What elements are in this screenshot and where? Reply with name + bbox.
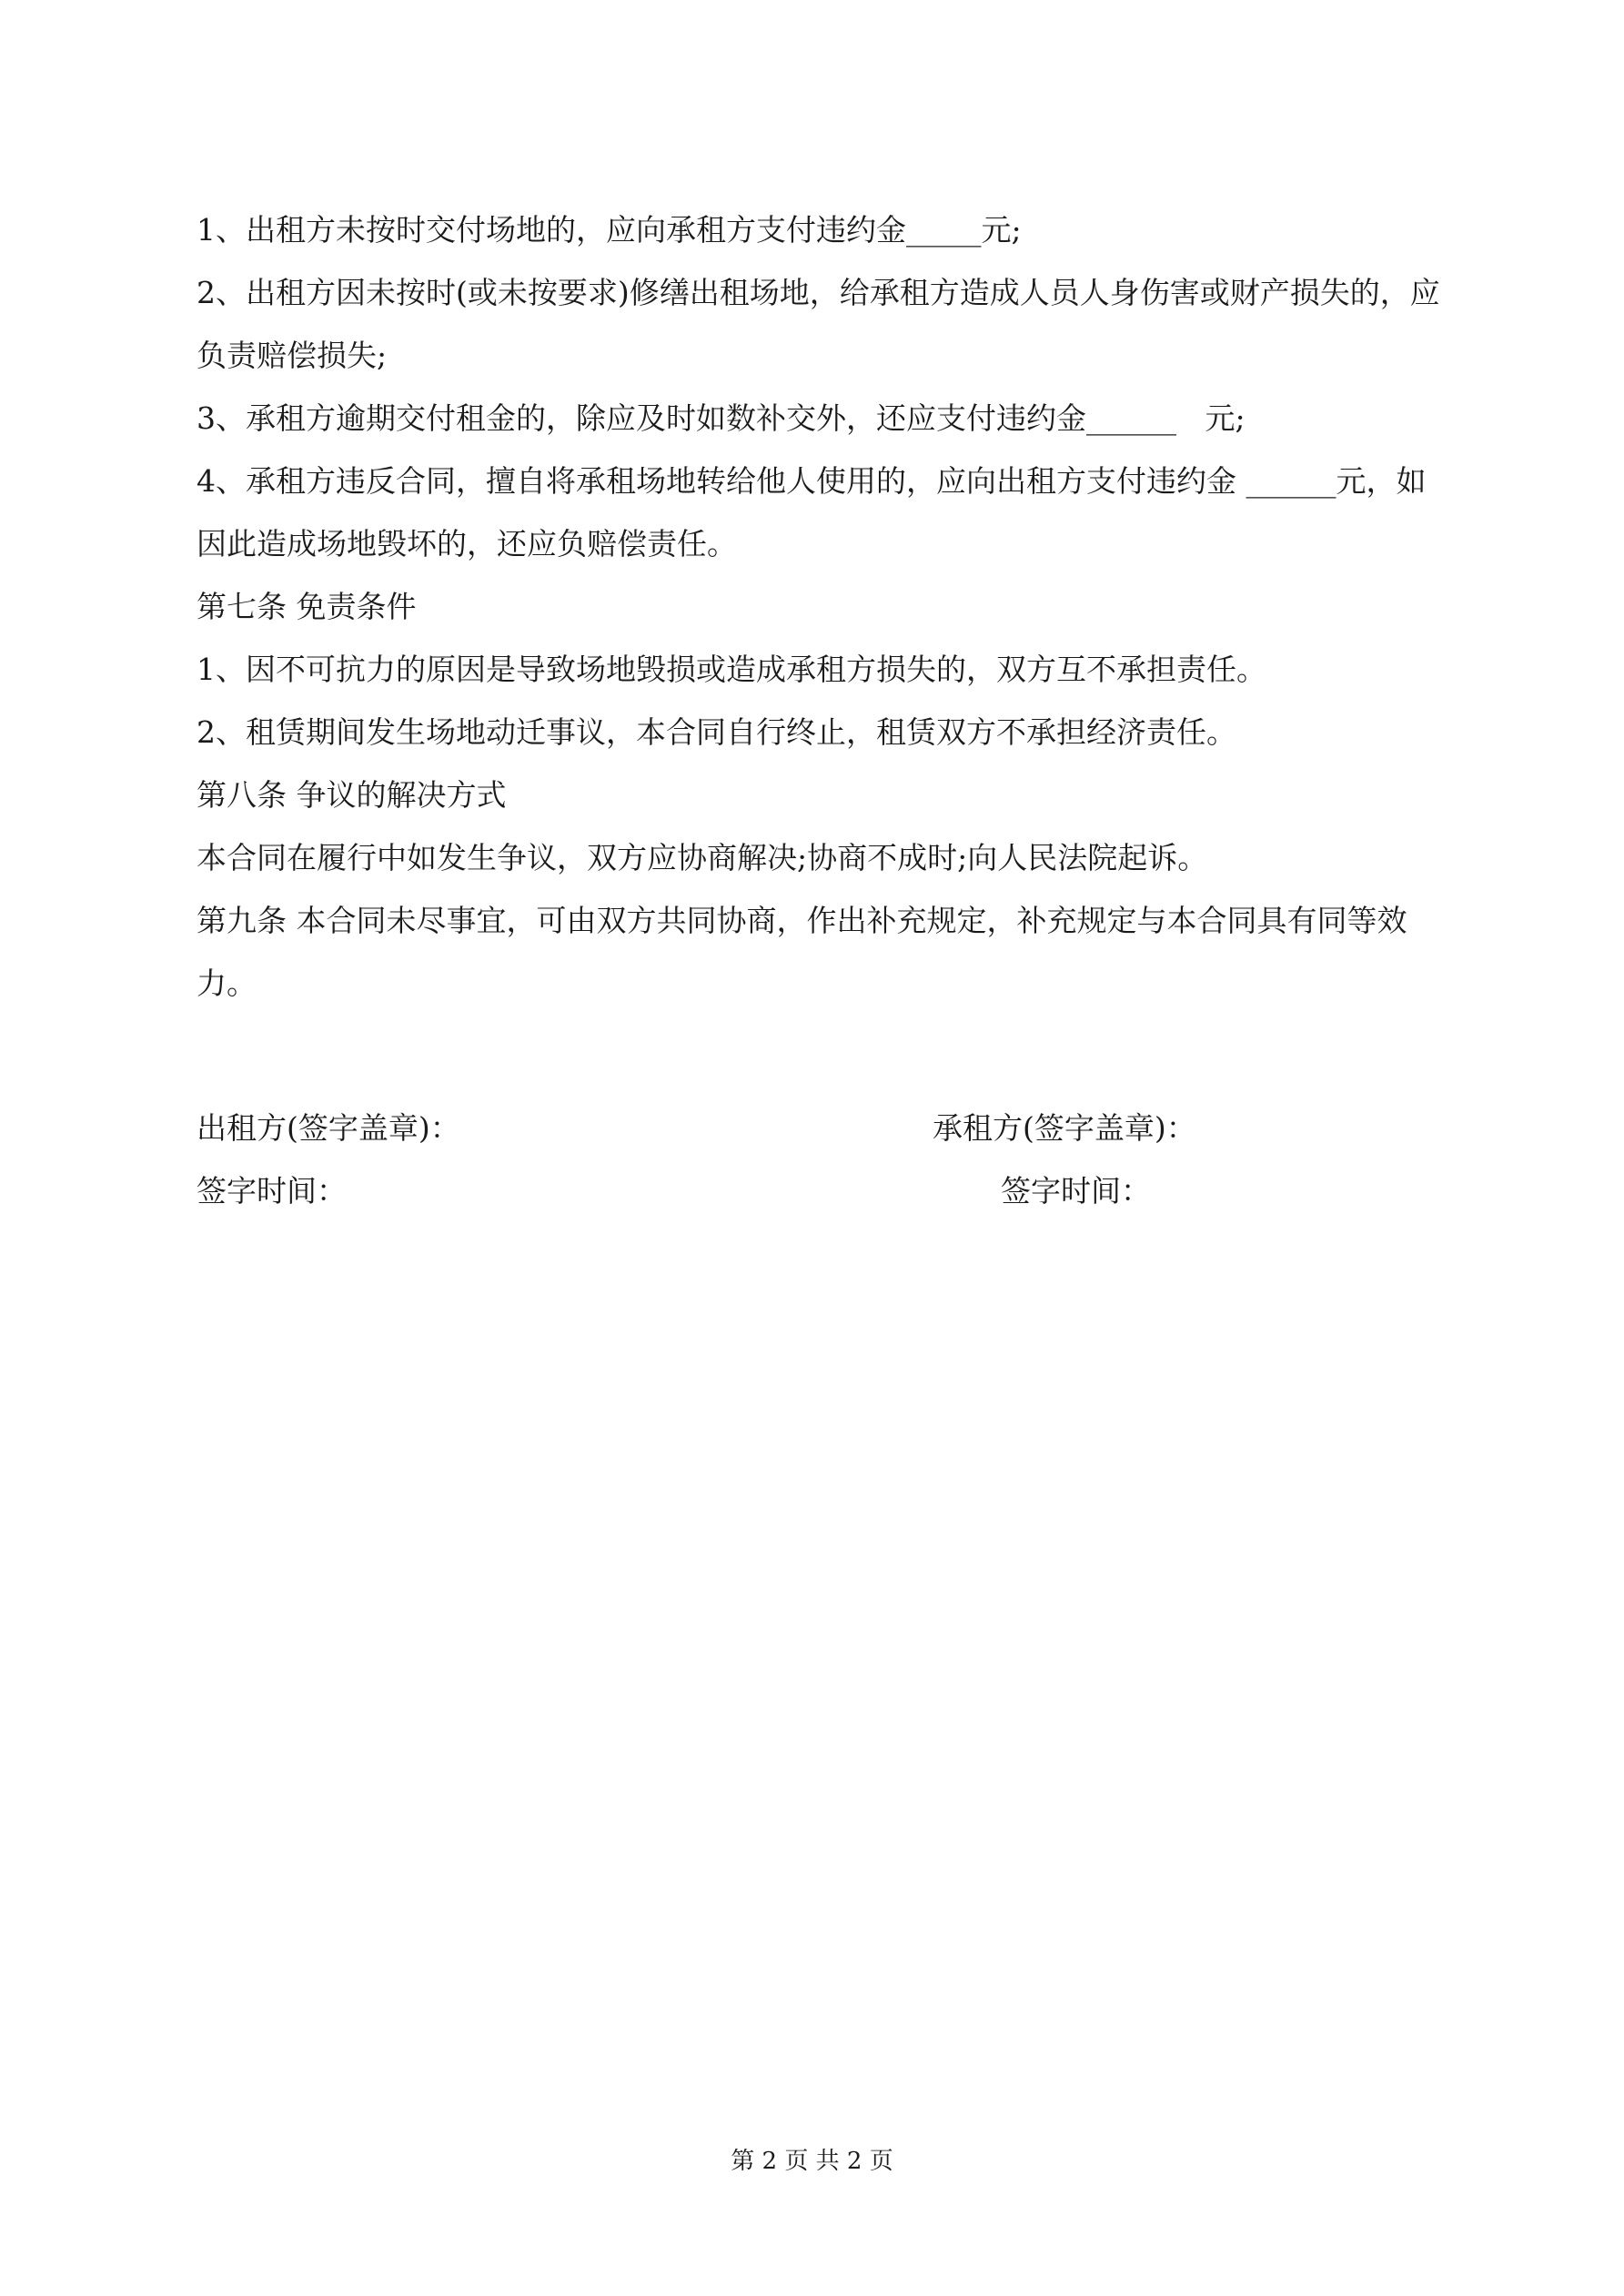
lessor-signature-label: 出租方(签字盖章)： xyxy=(197,1110,460,1146)
contract-body xyxy=(197,198,1452,1015)
lessee-signature-label: 承租方(签字盖章)： xyxy=(933,1110,1196,1146)
clause-exemption-1: 1、因不可抗力的原因是导致场地毁损或造成承租方损失的，双方互不承担责任。 xyxy=(197,652,1266,687)
clause-penalty-4: 4、承租方违反合同，擅自将承租场地转给他人使用的，应向出租方支付违约金 ______元，如因此造成场地毁坏的，还应负赔偿责任。 xyxy=(197,463,1427,561)
clause-penalty-3: 3、承租方逾期交付租金的，除应及时如数补交外，还应支付违约金______ 元; xyxy=(197,400,1246,436)
page-number-footer: 第 2 页 共 2 页 xyxy=(731,2148,893,2175)
clause-dispute: 本合同在履行中如发生争议，双方应协商解决;协商不成时;向人民法院起诉。 xyxy=(197,840,1208,875)
clause-penalty-2: 2、出租方因未按时(或未按要求)修缮出租场地，给承租方造成人员人身伤害或财产损失的，应负责赔偿损失; xyxy=(197,275,1440,373)
article-8-heading: 第八条 争议的解决方式 xyxy=(197,777,507,813)
clause-exemption-2: 2、租赁期间发生场地动迁事议，本合同自行终止，租赁双方不承担经济责任。 xyxy=(197,714,1236,750)
clause-penalty-1: 1、出租方未按时交付场地的，应向承租方支付违约金_____元; xyxy=(197,212,1022,248)
article-9: 第九条 本合同未尽事宜，可由双方共同协商，作出补充规定，补充规定与本合同具有同等效力。 xyxy=(197,903,1407,1001)
article-7-heading: 第七条 免责条件 xyxy=(197,589,417,624)
lessor-sign-time-label: 签字时间： xyxy=(197,1173,347,1209)
lessee-sign-time-label: 签字时间： xyxy=(1001,1173,1151,1209)
